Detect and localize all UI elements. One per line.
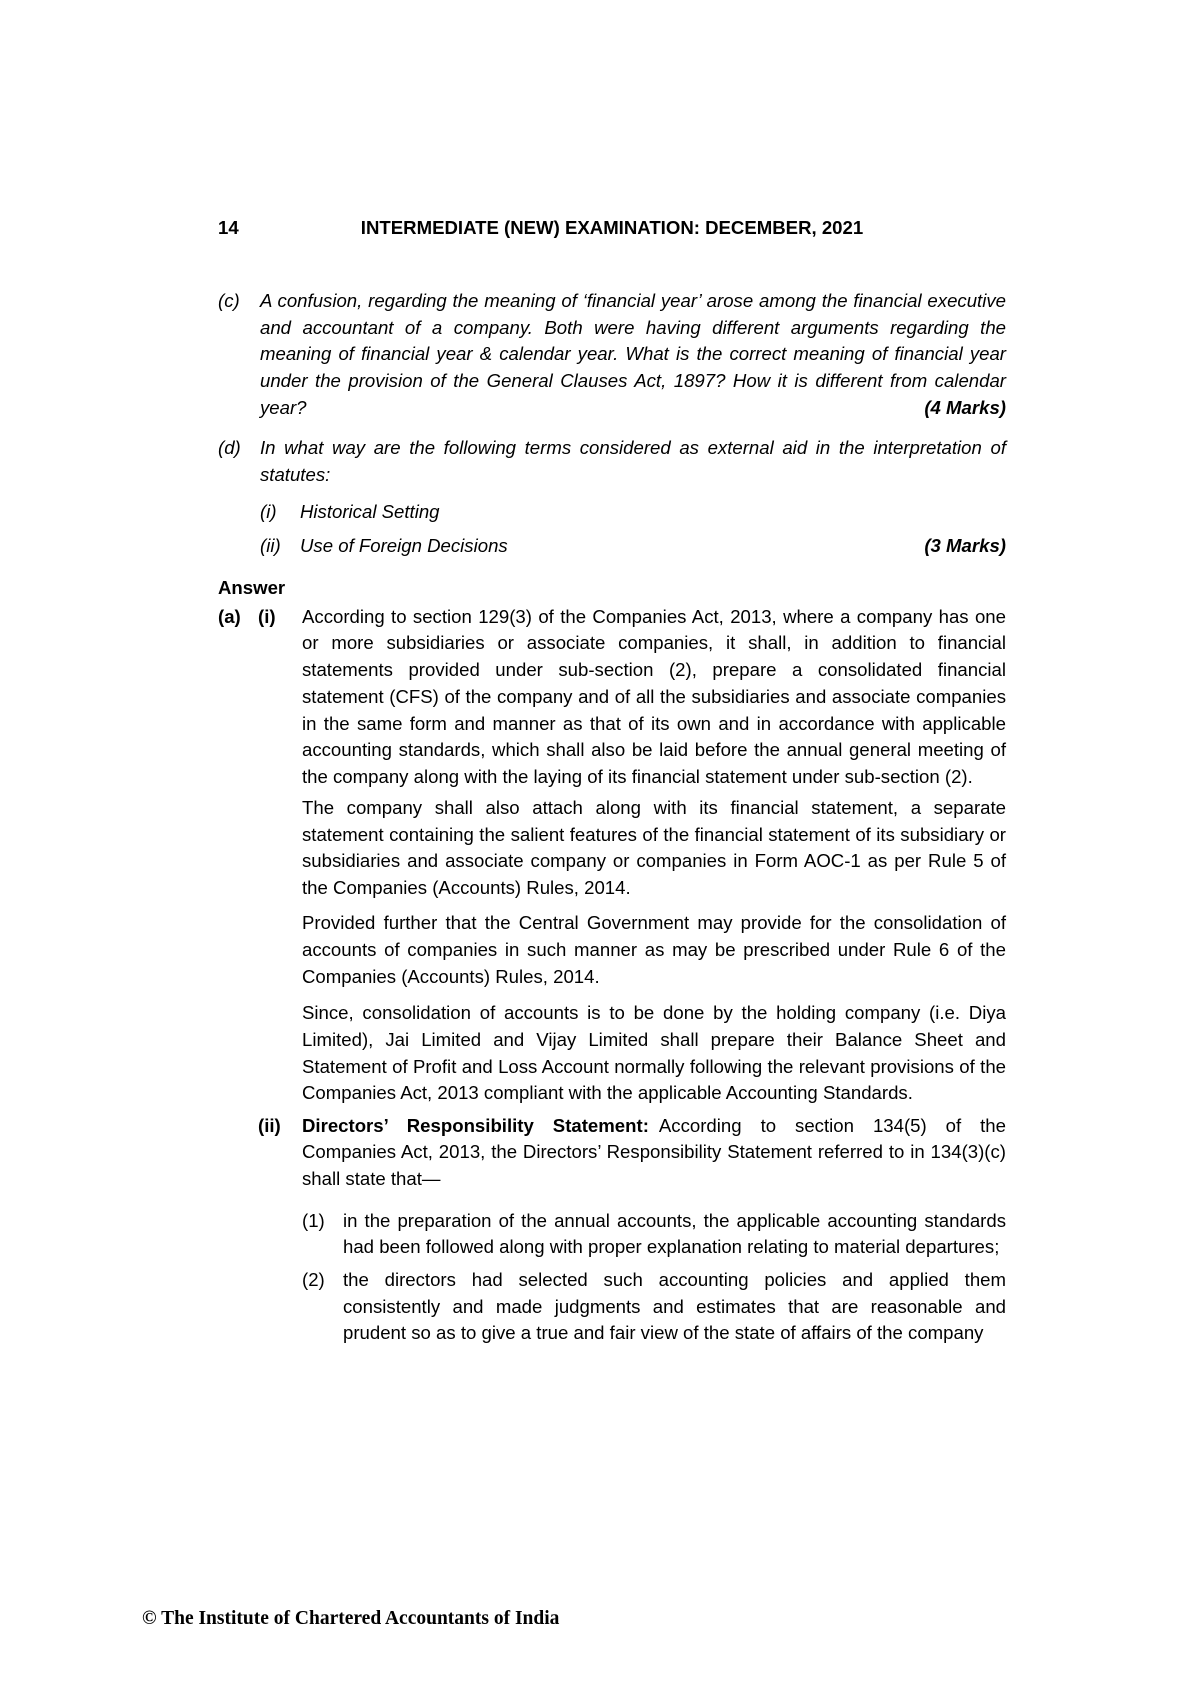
answer-a-ii-text: According to section 134(5) of the Companies Act, 2013, the Directors’ Responsibility Statement referred to in 134(3)(c) shall state that—: [302, 1114, 1006, 1189]
answer-heading: Answer: [218, 577, 286, 599]
subitem-ii-text: Use of Foreign Decisions: [300, 535, 508, 557]
answer-a-ii-item-2: [302, 1267, 1006, 1347]
copyright-footer: © The Institute of Chartered Accountants of India: [142, 1608, 560, 1629]
question-d-subitem-i: [260, 499, 1006, 526]
question-c: [218, 288, 1006, 422]
answer-a-ii-label: (ii): [258, 1114, 281, 1136]
question-d-label: (d): [218, 437, 241, 459]
subitem-ii-label: (ii): [260, 535, 281, 557]
answer-a-i-label: (i): [258, 605, 276, 627]
question-d-text: In what way are the following terms considered as external aid in the interpretation of statutes:: [260, 437, 1006, 485]
answer-a-i-paragraph-4: Since, consolidation of accounts is to be done by the holding company (i.e. Diya Limited), Jai Limited and Vijay Limited shall prepare their Balance Sheet and Statement of Profit and Loss Account normally following the relevant provisions of the Companies Act, 2013 compliant with the applicable Accounting Standards.: [302, 1002, 1006, 1104]
subitem-ii-marks: (3 Marks): [924, 535, 1006, 557]
item-1-text: in the preparation of the annual accounts, the applicable accounting standards had been followed along with proper explanation relating to material departures;: [343, 1209, 1006, 1258]
answer-a-ii-item-1: [302, 1208, 1006, 1261]
header-title: INTERMEDIATE (NEW) EXAMINATION: DECEMBER, 2021: [360, 217, 864, 238]
answer-a-i: [218, 604, 1006, 1107]
page-number: 14: [218, 217, 239, 238]
subitem-i-label: (i): [260, 501, 277, 523]
question-c-label: (c): [218, 290, 240, 311]
item-2-text: the directors had selected such accounting policies and applied them consistently and made judgments and estimates that are reasonable and prudent so as to give a true and fair view of the state of affairs of the company: [343, 1269, 1006, 1344]
answer-a-i-paragraph-3: Provided further that the Central Government may provide for the consolidation of accounts of companies in such manner as may be prescribed under Rule 6 of the Companies (Accounts) Rules, 2014.: [302, 912, 1006, 987]
answer-a-i-paragraph-2: The company shall also attach along with its financial statement, a separate statement containing the salient features of the financial statement of its subsidiary or subsidiaries and associate company or companies in Form AOC-1 as per Rule 5 of the Companies (Accounts) Rules, 2014.: [302, 797, 1006, 899]
answer-a-label: (a): [218, 605, 241, 627]
answer-a-ii-lead: Directors’ Responsibility Statement:: [302, 1114, 649, 1136]
question-c-text: A confusion, regarding the meaning of ‘financial year’ arose among the financial executive and accountant of a company. Both were having different arguments regarding the meaning of financial year & calendar year. What is the correct meaning of financial year under the provision of the General Clauses Act, 1897? How it is different from calendar year?: [260, 290, 1006, 418]
item-1-label: (1): [302, 1209, 325, 1231]
question-d-subitem-ii: [260, 533, 1006, 560]
answer-a-i-paragraph-1: According to section 129(3) of the Companies Act, 2013, where a company has one or more subsidiaries or associate companies, it shall, in addition to financial statements provided under sub-section (2), prepare a consolidated financial statement (CFS) of the company and of all the subsidiaries and associate companies in the same form and manner as that of its own and in accordance with applicable accounting standards, which shall also be laid before the annual general meeting of the company along with the laying of its financial statement under sub-section (2).: [302, 605, 1006, 787]
answer-a-ii: [218, 1113, 1006, 1348]
item-2-label: (2): [302, 1269, 325, 1291]
question-d: [218, 435, 1006, 560]
subitem-i-text: Historical Setting: [300, 501, 440, 523]
page-content: [218, 288, 1006, 1347]
question-c-marks: (4 Marks): [924, 396, 1006, 418]
